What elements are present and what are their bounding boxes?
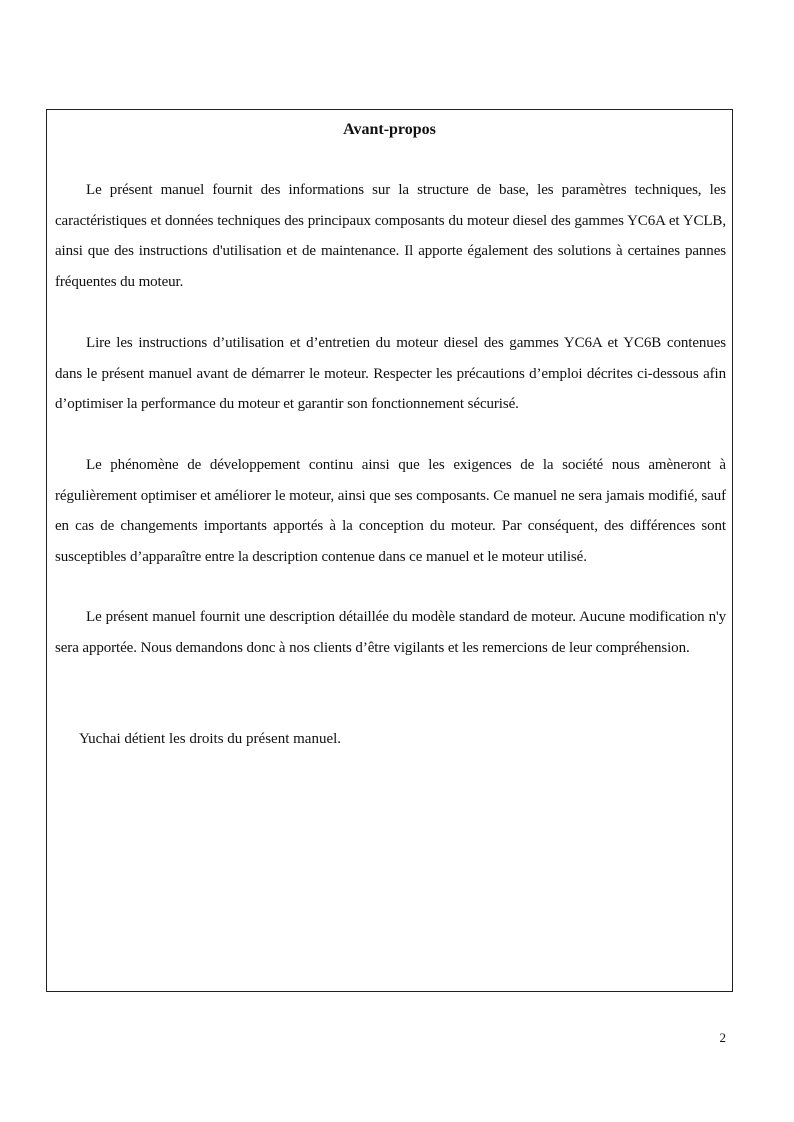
page-number: 2 [719, 1030, 726, 1045]
page-title: Avant-propos [343, 121, 436, 138]
paragraph-instructions: Lire les instructions d’utilisation et d’entretien du moteur diesel des gammes YC6A et YC6B contenues dans le présent manuel avant de démarrer le moteur. Respecter les précautions d’emploi décrites ci-dessous afin d’optimiser la performance du moteur et garantir son fonctionnement sécurisé. [55, 335, 726, 412]
paragraph-standard-model: Le présent manuel fournit une description détaillée du modèle standard de moteur. Aucune modification n'y sera apportée. Nous demandons donc à nos clients d’être vigilants et les remercions de leur compréhension. [55, 609, 726, 656]
paragraph-development: Le phénomène de développement continu ainsi que les exigences de la société nous amèneront à régulièrement optimiser et améliorer le moteur, ainsi que ses composants. Ce manuel ne sera jamais modifié, sauf en cas de changements importants apportés à la conception du moteur. Par conséquent, des différences sont susceptibles d’apparaître entre la description contenue dans ce manuel et le moteur utilisé. [55, 457, 726, 565]
rights-statement: Yuchai détient les droits du présent manuel. [79, 731, 342, 747]
paragraph-intro: Le présent manuel fournit des informations sur la structure de base, les paramètres techniques, les caractéristiques et données techniques des principaux composants du moteur diesel des gammes YC6A et YCLB, ainsi que des instructions d'utilisation et de maintenance. Il apporte également des solutions à certaines pannes fréquentes du moteur. [55, 182, 726, 290]
